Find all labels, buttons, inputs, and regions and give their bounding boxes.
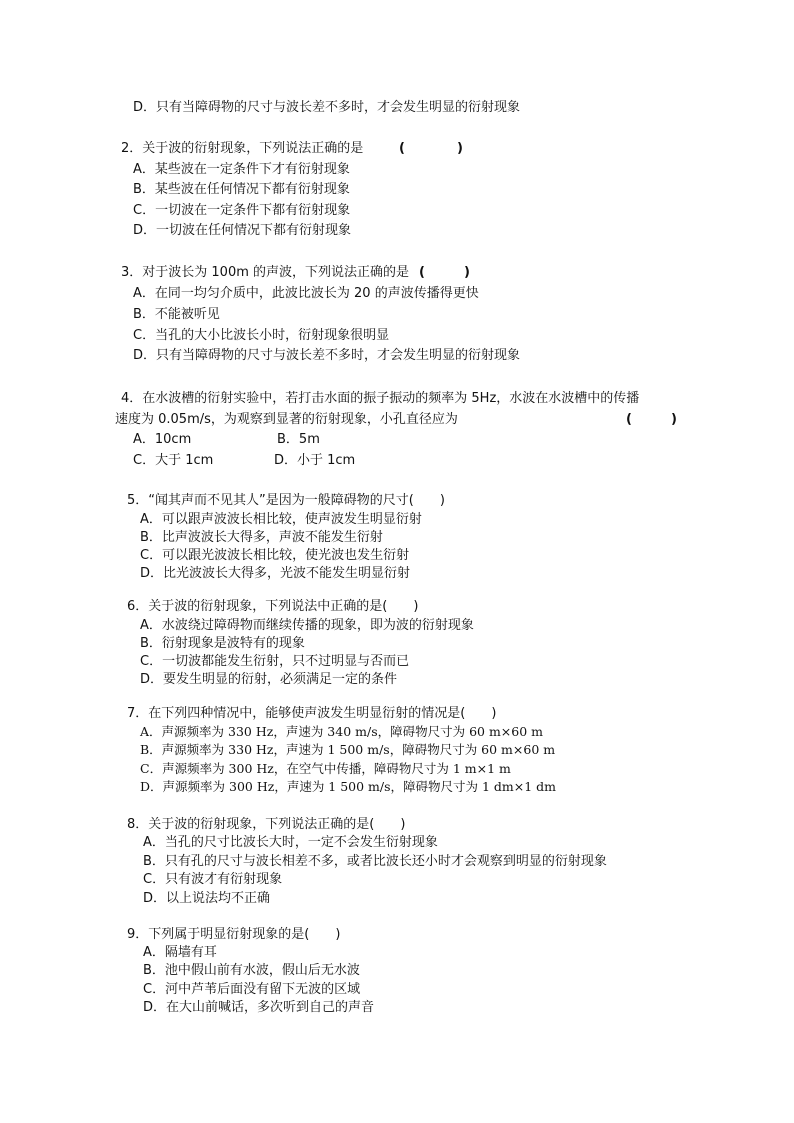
q6-option-c: C．一切波都能发生衍射，只不过明显与否而已	[140, 654, 410, 669]
q6-stem: 6．关于波的衍射现象，下列说法中正确的是( )	[127, 599, 419, 614]
q4-option-c: C．大于 1cm	[133, 453, 214, 468]
q5-stem: 5．“闻其声而不见其人”是因为一般障碍物的尺寸( )	[127, 493, 445, 508]
q2-option-a: A．某些波在一定条件下才有衍射现象	[133, 162, 350, 177]
q6-option-d: D．要发生明显的衍射，必须满足一定的条件	[140, 672, 398, 687]
q7-option-d: D．声源频率为 300 Hz，声速为 1 500 m/s，障碍物尺寸为 1 dm×1 dm	[140, 779, 557, 794]
q8-option-b: B．只有孔的尺寸与波长相差不多，或者比波长还小时才会观察到明显的衍射现象	[143, 854, 607, 869]
q6-option-a: A．水波绕过障碍物而继续传播的现象，即为波的衍射现象	[140, 618, 474, 633]
q3-option-b: B．不能被听见	[133, 307, 220, 322]
q7-stem: 7．在下列四种情况中，能够使声波发生明显衍射的情况是( )	[127, 706, 497, 721]
q7-option-a: A．声源频率为 330 Hz，声速为 340 m/s，障碍物尺寸为 60 m×60 m	[140, 724, 544, 739]
q3-stem: 3．对于波长为 100m 的声波，下列说法正确的是	[121, 265, 410, 280]
q3-option-c: C．当孔的大小比波长小时，衍射现象很明显	[133, 328, 390, 343]
q4-option-b: B．5m	[277, 432, 320, 447]
q7-option-c: C．声源频率为 300 Hz，在空气中传播，障碍物尺寸为 1 m×1 m	[140, 761, 511, 776]
q3-option-a: A．在同一均匀介质中，此波比波长为 20 的声波传播得更快	[133, 286, 479, 301]
q4-option-d: D．小于 1cm	[274, 453, 356, 468]
q5-option-b: B．比声波波长大得多，声波不能发生衍射	[140, 530, 383, 545]
q8-option-c: C．只有波才有衍射现象	[143, 872, 283, 887]
q4-stem-line2: 速度为 0.05m/s，为观察到显著的衍射现象，小孔直径应为	[115, 412, 458, 427]
q4-answer-paren: ( )	[626, 412, 677, 427]
q2-option-b: B．某些波在任何情况下都有衍射现象	[133, 182, 350, 197]
q9-option-a: A．隔墙有耳	[143, 945, 217, 960]
q2-stem: 2．关于波的衍射现象，下列说法正确的是	[121, 141, 364, 156]
q4-stem-line1: 4．在水波槽的衍射实验中，若打击水面的振子振动的频率为 5Hz，水波在水波槽中的传播	[121, 391, 640, 406]
q8-option-d: D．以上说法均不正确	[143, 891, 271, 906]
q5-option-c: C．可以跟光波波长相比较，使光波也发生衍射	[140, 548, 410, 563]
q9-option-b: B．池中假山前有水波，假山后无水波	[143, 963, 360, 978]
q3-option-d: D．只有当障碍物的尺寸与波长差不多时，才会发生明显的衍射现象	[133, 348, 521, 363]
q7-option-b: B．声源频率为 330 Hz，声速为 1 500 m/s，障碍物尺寸为 60 m×60 m	[140, 742, 556, 757]
q8-stem: 8．关于波的衍射现象，下列说法正确的是( )	[127, 817, 406, 832]
q1-option-d: D．只有当障碍物的尺寸与波长差不多时，才会发生明显的衍射现象	[133, 100, 521, 115]
q9-option-d: D．在大山前喊话，多次听到自己的声音	[143, 1000, 375, 1015]
q5-option-d: D．比光波波长大得多，光波不能发生明显衍射	[140, 566, 411, 581]
q9-option-c: C．河中芦苇后面没有留下无波的区域	[143, 982, 361, 997]
q4-option-a: A．10cm	[133, 432, 192, 447]
q8-option-a: A．当孔的尺寸比波长大时，一定不会发生衍射现象	[143, 835, 438, 850]
q3-answer-paren: ( )	[419, 265, 470, 280]
q2-option-d: D．一切波在任何情况下都有衍射现象	[133, 223, 352, 238]
q2-option-c: C．一切波在一定条件下都有衍射现象	[133, 203, 351, 218]
q6-option-b: B．衍射现象是波特有的现象	[140, 636, 305, 651]
q5-option-a: A．可以跟声波波长相比较，使声波发生明显衍射	[140, 512, 422, 527]
q2-answer-paren: ( )	[399, 141, 463, 156]
q9-stem: 9．下列属于明显衍射现象的是( )	[127, 927, 341, 942]
